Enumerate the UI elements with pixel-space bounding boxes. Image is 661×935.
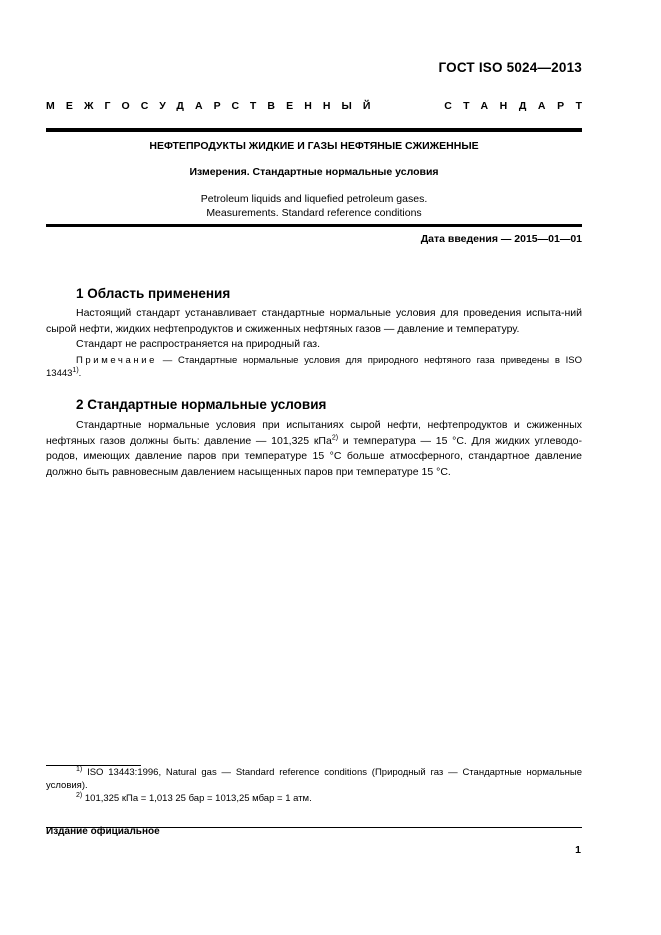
note-label: Примечание <box>76 355 157 366</box>
footnote-2-mark: 2) <box>76 791 83 799</box>
section-1-paragraph-2-text: Стандарт не распространяется на природный газ. <box>76 338 321 350</box>
header-rule <box>46 128 582 132</box>
section-2-paragraph <box>46 418 582 480</box>
document-code: ГОСТ ISO 5024—2013 <box>438 60 582 75</box>
title-rule <box>46 224 582 227</box>
note-text: — Стандартные нормальные условия для природного нефтяного газа приведены в ISO 13443 <box>46 355 582 379</box>
footnote-1-mark: 1) <box>76 765 83 773</box>
section-1-paragraph-2 <box>46 337 582 353</box>
banner-word-standard: СТАНДАРТ <box>444 100 594 112</box>
section-2-text-a: Стандартные нормальные условия при испытаниях сырой нефти, нефтепродуктов и сжиженных нефтяных газов должны быть: давление — 101,325 кПа <box>46 419 582 447</box>
footnote-1 <box>46 767 582 792</box>
section-2-heading: 2 Стандартные нормальные условия <box>76 397 327 412</box>
banner-word-interstate: МЕЖГОСУДАРСТВЕННЫЙ <box>46 100 382 112</box>
official-edition-label: Издание официальное <box>46 826 160 837</box>
section-1-heading: 1 Область применения <box>76 286 231 301</box>
title-en-line-2: Measurements. Standard reference conditions <box>206 207 422 219</box>
title-en-line-1: Petroleum liquids and liquefied petroleum gases. <box>200 193 428 205</box>
section-1-paragraph-1-text: Настоящий стандарт устанавливает стандартные нормальные условия для проведения испыта-ний сырой нефти, жидких нефтепродуктов и сжиженных нефтяных газов — давление и температуру. <box>46 307 582 335</box>
footnote-separator <box>46 765 141 766</box>
footnote-ref-1[interactable]: 1) <box>72 366 79 374</box>
document-title-en <box>46 192 582 220</box>
section-2-text-b: и температура — 15 °С. Для жидких углеводо-родов, имеющих давление паров при температуре 15 °С больше атмосферного, стандартное давление должно быть равновесным давлением насыщенных паров при температуре 15 °С. <box>46 434 582 478</box>
footnote-2-text: 101,325 кПа = 1,013 25 бар = 1013,25 мбар = 1 атм. <box>82 793 312 804</box>
document-subtitle-ru: Измерения. Стандартные нормальные условия <box>189 166 439 178</box>
standard-type-banner <box>46 100 594 114</box>
section-1-paragraph-1 <box>46 306 582 337</box>
section-1-note: Примечание — Стандартные нормальные условия для природного нефтяного газа приведены в ISO 13443$^{1)}$. <box>46 355 582 379</box>
footnote-ref-2[interactable]: 2) <box>331 434 339 441</box>
introduction-date: Дата введения — 2015—01—01 <box>420 233 582 245</box>
document-title-ru: НЕФТЕПРОДУКТЫ ЖИДКИЕ И ГАЗЫ НЕФТЯНЫЕ СЖИЖЕННЫЕ <box>149 140 479 152</box>
page-number: 1 <box>575 844 581 856</box>
footnote-1-text: ISO 13443:1996, Natural gas — Standard reference conditions (Природный газ — Стандартные нормальные условия). <box>46 767 582 791</box>
footnote-2 <box>46 793 582 806</box>
